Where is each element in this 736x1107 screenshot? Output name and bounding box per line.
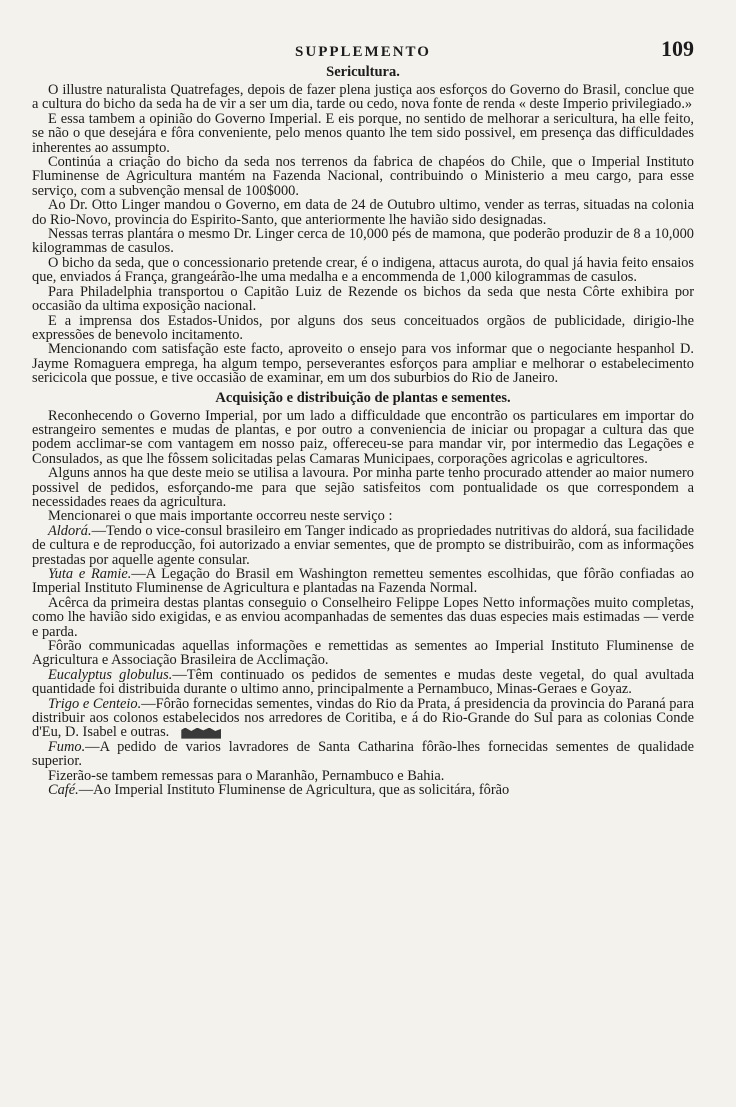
running-head: SUPPLEMENTO xyxy=(295,44,431,60)
item-text: Fôrão communicadas aquellas informações e remettidas as sementes ao Imperial Instituto Fluminense de Agricultura e Associação Brasileira de Acclimação. xyxy=(32,638,694,669)
paragraph: Para Philadelphia transportou o Capitão Luiz de Rezende os bichos da seda que nesta Côrte exhibira por occasião da ultima exposição nacional. xyxy=(32,283,694,315)
item-label: Fumo. xyxy=(48,738,86,755)
paragraph: Continúa a criação do bicho da seda nos terrenos da fabrica de chapéos do Chile, que o Imperial Instituto Fluminense de Agricultura mantém na Fazenda Nacional, contribuindo o Ministerio a meu cargo, para esse serviço, com a subvenção mensal de 100$000. xyxy=(32,154,694,199)
paragraph: O illustre naturalista Quatrefages, depois de fazer plena justiça aos esforços do Governo do Brasil, conclue que a cultura do bicho da seda ha de vir a ser um dia, tarde ou cedo, nova fonte de renda « deste Imperio privilegiado.» xyxy=(32,82,694,113)
paragraph: Mencionarei o que mais importante occorreu neste serviço : xyxy=(48,508,393,525)
section-title-sericultura: Sericultura. xyxy=(326,64,400,80)
paragraph: Alguns annos ha que deste meio se utilisa a lavoura. Por minha parte tenho procurado attender ao maior numero possivel de pedidos, esforçando-me para que sejão satisfeitos com pontualidade os que correspondem a necessidades reaes da agricultura. xyxy=(32,465,694,510)
item-text: —Tendo o vice-consul brasileiro em Tanger indicado as propriedades nutritivas do aldorá, sua facilidade de cultura e de reproducção, foi autorizado a enviar sementes, que de prompto se distribuirão, com as informações prestadas por aquelle agente consular. xyxy=(32,522,694,568)
paragraph: Nessas terras plantára o mesmo Dr. Linger cerca de 10,000 pés de mamona, que poderão produzir de 8 a 10,000 kilogrammas de casulos. xyxy=(32,226,694,257)
item-text: —Ao Imperial Instituto Fluminense de Agricultura, que as solicitára, fôrão xyxy=(78,782,510,799)
list-item xyxy=(32,596,694,639)
list-item xyxy=(32,668,694,697)
item-label: Eucalyptus globulus. xyxy=(48,666,173,683)
item-text: —Fôrão fornecidas sementes, vindas do Rio da Prata, á presidencia da provincia do Paraná para distribuir aos colonos estabelecidos nos arredores de Coritiba, e á do Rio-Grande do Sul para as colonias Conde d'Eu, D. Isabel e outras. xyxy=(32,695,694,741)
item-text: —Têm continuado os pedidos de sementes e mudas deste vegetal, do qual avultada quantidade foi distribuida durante o ultimo anno, principalmente a Pernambuco, Minas-Geraes e Goyaz. xyxy=(32,666,694,698)
item-label: Aldorá. xyxy=(48,522,92,539)
paragraph: E a imprensa dos Estados-Unidos, por alguns dos seus conceituados orgãos de publicidade, dirigio-lhe expressões de benevolo incitamento. xyxy=(32,312,694,343)
list-item xyxy=(32,697,694,740)
list-item xyxy=(32,524,694,567)
paragraph: O bicho da seda, que o concessionario pretende crear, é o indigena, attacus aurota, do qual já havia feito ensaios que, enviados á França, grangeárão-lhe uma medalha e a encommenda de 1,000 kilogrammas de casulos. xyxy=(32,254,694,286)
item-text: Fizerão-se tambem remessas para o Maranhão, Pernambuco e Bahia. xyxy=(48,767,445,784)
item-label: Yuta e Ramie. xyxy=(48,566,132,582)
list-item xyxy=(32,783,694,797)
list-item xyxy=(32,567,694,596)
item-label: Trigo e Centeio. xyxy=(48,695,142,712)
item-label: Café. xyxy=(48,782,79,799)
item-text: Acêrca da primeira destas plantas conseguio o Conselheiro Felippe Lopes Netto informações muito completas, como lhe havião sido exigidas, e as enviou acompanhadas de sementes das duas especies mais estimadas — verde e parda. xyxy=(32,594,694,640)
section-title-plantas: Acquisição e distribuição de plantas e sementes. xyxy=(215,389,511,406)
paragraph: E essa tambem a opinião do Governo Imperial. E eis porque, no sentido de melhorar a sericultura, ha elle feito, se não o que desejára e fôra conveniente, pelo menos quanto lhe tem sido possivel, em presença das difficuldades inherentes ao assumpto. xyxy=(32,110,694,156)
list-item xyxy=(32,639,694,668)
printer-mark xyxy=(181,728,221,739)
item-text: —A pedido de varios lavradores de Santa Catharina fôrão-lhes fornecidas sementes de qualidade superior. xyxy=(32,738,694,770)
page-number: 109 xyxy=(661,36,694,61)
paragraph: Ao Dr. Otto Linger mandou o Governo, em data de 24 de Outubro ultimo, vender as terras, situadas na colonia do Rio-Novo, provincia do Espirito-Santo, que anteriormente lhe havião sido designadas. xyxy=(32,197,694,228)
page-header xyxy=(32,34,694,60)
list-item xyxy=(32,769,694,783)
list-item xyxy=(32,740,694,769)
item-text: —A Legação do Brasil em Washington remetteu sementes escolhidas, que fôrão confiadas ao Imperial Instituto Fluminense de Agricultura e plantadas na Fazenda Normal. xyxy=(32,566,695,597)
paragraph: Mencionando com satisfação este facto, aproveito o ensejo para vos informar que o negociante hespanhol D. Jayme Romaguera emprega, ha algum tempo, perseverantes esforços para ampliar e melhorar o estabelecimento sericicola que possue, e tive occasião de examinar, em um dos suburbios do Rio de Janeiro. xyxy=(32,341,694,387)
paragraph: Reconhecendo o Governo Imperial, por um lado a difficuldade que encontrão os particulares em importar do estrangeiro sementes e mudas de plantas, e por outro a conveniencia de iniciar ou propagar a cultura das que podem acclimar-se com vantagem em nosso paiz, offereceu-se para mandar vir, por intermedio das Legações e Consulados, as que lhe fôssem solicitadas pelas Camaras Municipaes, corporações agricolas e agricultores. xyxy=(32,407,694,467)
